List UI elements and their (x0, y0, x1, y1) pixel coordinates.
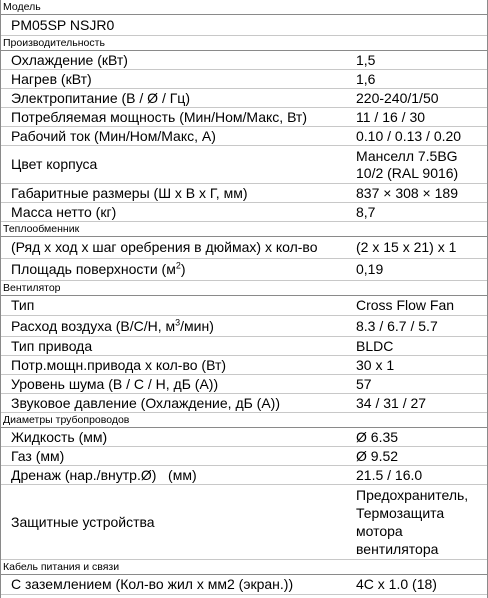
spec-value: 0.10 / 0.13 / 0.20 (356, 127, 462, 144)
spec-label (1, 318, 347, 335)
model-row (1, 15, 487, 36)
spec-row-drain (1, 466, 487, 485)
protection-line: Предохранитель, (356, 487, 469, 503)
spec-label: Тип привода (11, 337, 93, 354)
spec-label: Рабочий ток (Мин/Ном/Макс, А) (11, 127, 216, 144)
spec-value (347, 148, 487, 182)
spec-value: Ø 9.52 (356, 447, 399, 464)
spec-row-heating (1, 70, 487, 89)
spec-row-airflow (1, 316, 487, 337)
section-header-piping: Диаметры трубопроводов (1, 413, 487, 428)
spec-label: Цвет корпуса (11, 156, 98, 172)
spec-row-drive-type (1, 337, 487, 356)
spec-row-net-weight (1, 203, 487, 222)
section-header-heat-exchanger: Теплообменник (1, 222, 487, 237)
section-header-cable: Кабель питания и связи (1, 560, 487, 575)
spec-value: 220-240/1/50 (356, 89, 439, 106)
section-header-model: Модель (1, 0, 487, 15)
protection-line: мотора (356, 523, 403, 539)
spec-label: Масса нетто (кг) (11, 203, 117, 220)
spec-row-casing-color (1, 146, 487, 184)
spec-value: 11 / 16 / 30 (356, 108, 426, 125)
section-header-fan: Вентилятор (1, 281, 487, 296)
spec-value: Cross Flow Fan (356, 297, 455, 313)
spec-row-power-consumption (1, 108, 487, 127)
spec-value: 57 (356, 375, 372, 392)
spec-label: Потребляемая мощность (Мин/Ном/Макс, Вт) (11, 108, 308, 125)
spec-row-running-current (1, 127, 487, 146)
spec-value: 8,7 (356, 203, 376, 220)
spec-value: 8.3 / 6.7 / 5.7 (356, 317, 438, 334)
section-header-performance: Производительность (1, 36, 487, 51)
spec-value: (2 х 15 х 21) х 1 (356, 239, 457, 255)
spec-label: Жидкость (мм) (11, 428, 108, 445)
spec-label: Охлаждение (кВт) (11, 51, 128, 68)
spec-label: Тип (11, 297, 35, 313)
spec-label: С заземлением (Кол-во жил х мм2 (экран.)) (11, 576, 294, 592)
airflow-label-text: Расход воздуха (В/С/Н, м (11, 317, 176, 334)
spec-value: 837 × 308 × 189 (356, 184, 458, 201)
spec-label: Уровень шума (В / С / Н, дБ (А)) (11, 375, 219, 392)
spec-value: 1,5 (356, 51, 376, 68)
spec-value: 34 / 31 / 27 (356, 394, 427, 411)
spec-label: Звуковое давление (Охлаждение, дБ (А)) (11, 394, 281, 411)
spec-row-surface-area (1, 259, 487, 281)
spec-label: Газ (мм) (11, 447, 65, 464)
surface-label-end: ) (180, 261, 186, 277)
spec-row-cooling (1, 51, 487, 70)
surface-label-text: Площадь поверхности (м (11, 261, 176, 277)
spec-row-fan-type (1, 296, 487, 316)
protection-line: Термозащита (356, 505, 445, 521)
spec-value: 1,6 (356, 70, 376, 87)
spec-row-sound-pressure (1, 394, 487, 413)
spec-label: Защитные устройства (11, 513, 155, 530)
spec-row-dimensions (1, 184, 487, 203)
spec-label: (Ряд х ход х шаг оребрения в дюймах) х кол-во (11, 239, 318, 255)
spec-label: Габаритные размеры (Ш х В х Г, мм) (11, 184, 248, 201)
spec-label: Электропитание (В / Ø / Гц) (11, 89, 190, 106)
spec-value: 30 х 1 (356, 356, 395, 373)
protection-line: вентилятора (356, 541, 439, 557)
spec-value: BLDC (356, 337, 394, 354)
spec-label: Дренаж (нар./внутр.Ø) (мм) (11, 466, 197, 483)
spec-row-power-supply (1, 89, 487, 108)
airflow-label-end: /мин) (180, 317, 214, 334)
spec-label (1, 261, 347, 278)
airflow-label-sup: 3 (175, 316, 181, 327)
spec-value: 0,19 (356, 261, 384, 277)
spec-value (347, 486, 487, 558)
casing-color-line: 10/2 (RAL 9016) (356, 164, 459, 181)
spec-row-grounding (1, 575, 487, 595)
spec-value: 4C x 1.0 (18) (356, 576, 437, 592)
spec-row-fin-rows (1, 237, 487, 259)
spec-row-protection (1, 485, 487, 560)
spec-label: Потр.мощн.привода х кол-во (Вт) (11, 356, 227, 373)
spec-label: Нагрев (кВт) (11, 70, 92, 87)
spec-row-liquid-pipe (1, 428, 487, 447)
spec-row-gas-pipe (1, 447, 487, 466)
surface-label-sup: 2 (175, 260, 181, 271)
spec-value: 21.5 / 16.0 (356, 466, 423, 483)
model-value: PM05SP NSJR0 (11, 16, 115, 33)
casing-color-line: Манселл 7.5BG (356, 147, 458, 164)
spec-row-motor-power (1, 356, 487, 375)
spec-row-noise-level (1, 375, 487, 394)
spec-value: Ø 6.35 (356, 428, 399, 445)
